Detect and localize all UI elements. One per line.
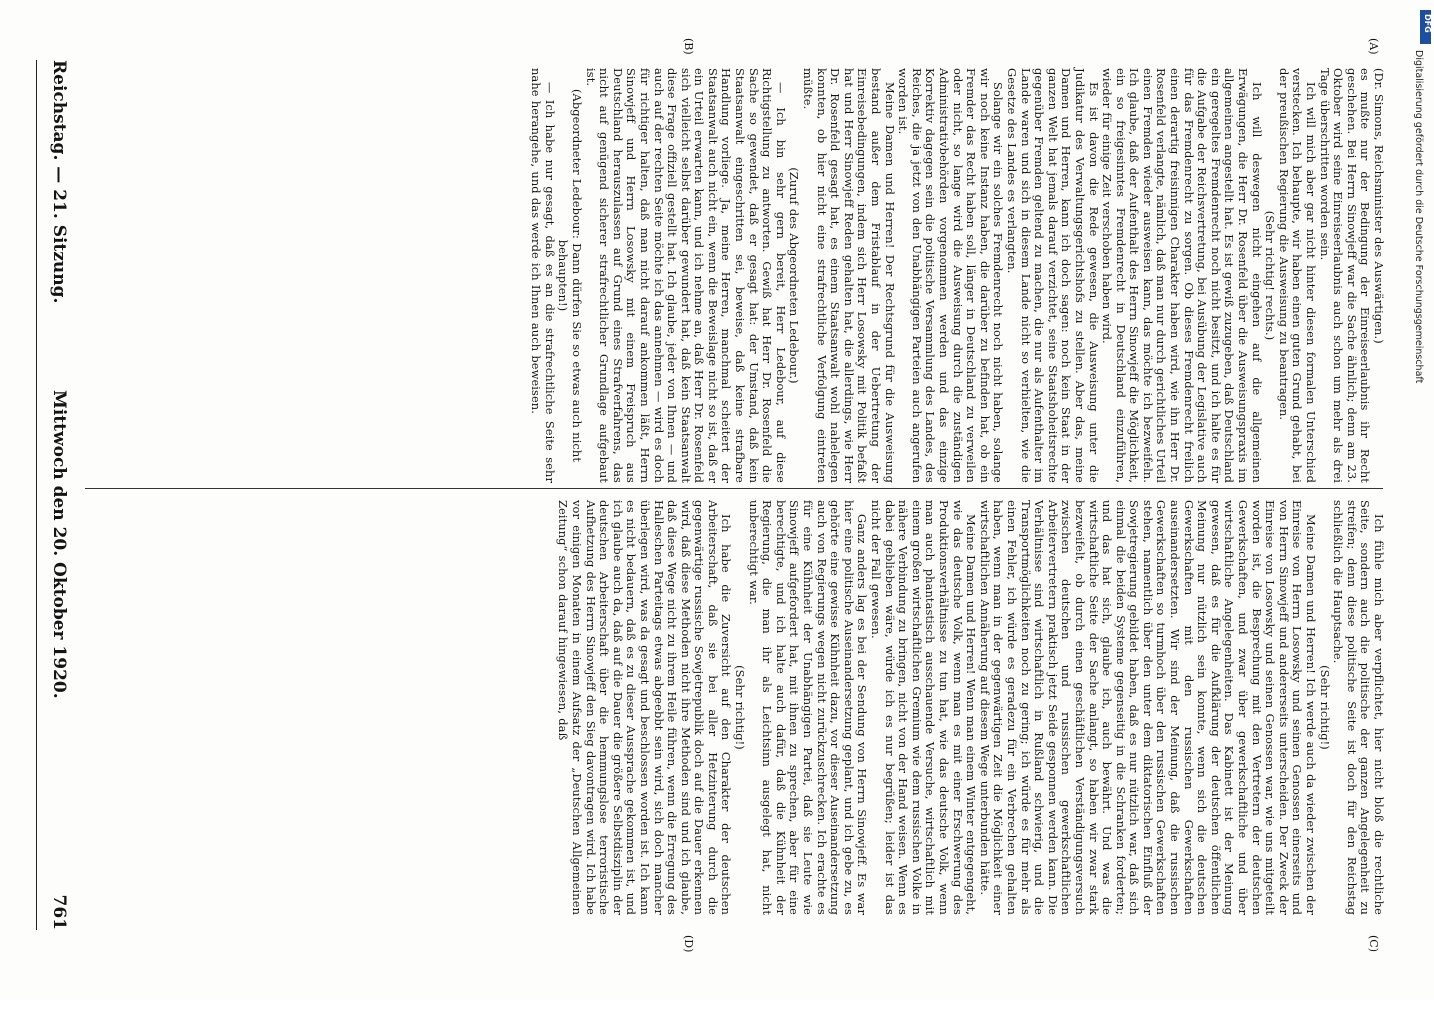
left-column [85,68,1385,483]
interjection: (Sehr richtig!) [1317,665,1332,750]
paragraph: Ich fühle mich aber verpflichtet, hier nicht bloß die rechtliche Seite, sondern auch die politische der ganzen Angelegenheit zu streifen; denn diese politische Seite ist doch für den Reichstag schließlich die Hauptsache. [1331,500,1386,915]
interjection: (Zuruf des Abgeordneten Ledebour.) [787,167,802,384]
paragraph: Meine Damen und Herren! Ich werde auch da wieder zwischen der Einreise von Herrn Losowsky und seinen Genossen einerseits und von Herrn Sinowjeff und andererseits unterscheiden. Der Zweck der Einreise von Losowsky und seinen Genossen war, wie uns mitgeteilt worden ist, die Besprechung mit den Vertretern der deutschen Gewerkschaften, und zwar über gewerkschaftliche und über wirtschaftliche Angelegenheiten. Das Kabinett ist der Meinung gewesen, daß es für die Aufklärung der deutschen öffentlichen Meinung nur nützlich sein konnte, wenn sich die deutschen Gewerkschaften mit den russischen Gewerkschaften auseinandersetzten. Wir sind der Meinung, daß die russischen Gewerkschaften so turmhoch über den russischen Gewerkschaften stehen, namentlich über den unter dem diktatorischen Einfluß der Sowjetregierung gebildet haben, daß es nur nützlich war, daß sich einmal die beiden Systeme gegenseitig in die Schranken forderten; und das hat sich, glaube ich, auch bewährt. Und was die wirtschaftliche Seite der Sache anlangt, so haben wir zwar stark bezweifelt, ob durch einen geschäftlichen Verständigungsversuch zwischen deutschen und russischen gewerkschaftlichen Arbeitervertretern praktisch jetzt Seide gesponnen werden kann. Die Verhältnisse sind wirtschaftlich in Rußland schwierig, und die Transportmöglichkeiten noch zu gering; ich würde es für mehr als einen Fehler, ich würde es geradezu für ein Verbrechen gehalten haben, wenn man in der gegenwärtigen Zeit die Möglichkeit einer wirtschaftlichen Annäherung auf diesem Wege unterbunden hätte. [977,500,1319,915]
paragraph: es mußte nur der Bedingung der Einreiseerlaubnis ihr Recht geschehen. Bei Herrn Sinowjeff war die Sache ähnlich; denn am 23. Oktober wird seine Einreiseerlaubnis auch schon um mehr als drei Tage überschritten worden sein. [1317,68,1373,483]
margin-marker-a: (A) [1367,38,1380,55]
margin-marker-b: (B) [682,38,695,55]
margin-marker-c: (C) [1367,935,1380,952]
interjection: (Sehr richtig! rechts.) [1263,210,1278,341]
digitization-credit: Digitalisierung gefördert durch die Deutsche Forschungsgemeinschaft [1413,50,1424,384]
paragraph: Ich habe die Zuversicht auf den Charakter der deutschen Arbeiterschaft, daß sie bei aller Hetzinterung durch die gegenwärtige russische Sowjetrepublik doch auf die Dauer erkennen wird, daß diese Methoden nicht ihre Methoden sind und ich glaube, daß diese Wege nicht zu ihrem Heile führen, wenn die Erregung des Halleschen Parteitags etwas abgeebbt sein wird, sich doch mancher überlegen wird, was da gesagt und beschlossen worden ist. Ich kann es nicht bedauern, daß es zu dieser Aussprache gekommen ist, und ich glaube auch da, daß auf die Dauer die größere Selbstdisziplin der deutschen Arbeiterschaft über die hemmungslose terroristische Aufhetzung des Herrn Sinowjeff den Sieg davontragen wird. Ich habe vor einigen Monaten in einem Aufsatz der „Deutschen Allgemeinen Zeitung“ schon darauf hingewiesen, daß [556,500,734,915]
paragraph: Ich will deswegen nicht eingehen auf die allgemeinen Erwägungen, die Herr Dr. Rosenfeld über die Ausweisungspraxis im allgemeinen angestellt hat. Es ist gewiß zuzugeben, daß Deutschland ein geregeltes Fremdenrecht noch nicht besitzt, und ich halte es für die Aufgabe der Reichsvertretung, bei Ausübung der Legislative auch für das Fremdenrecht zu sorgen. Ob dieses Fremdenrecht freilich einen derartig freisinnigen Charakter haben wird, wie ihn Herr Dr. Rosenfeld verlangte, nämlich, daß man nur durch gerichtliches Urteil einen Fremden wieder ausweisen kann, das möchte ich bezweifeln. Ich glaube, daß der Aufenthalt des Herrn Sinowjeff die Möglichkeit, ein so freigesinntes Fremdenrecht in Deutschland einzuführen, wieder für einige Zeit verschoben haben wird. [1100,68,1264,483]
interjection: (Abgeordneter Ledebour: Dann dürfen Sie so etwas auch nicht behaupten!) [556,88,584,463]
paragraph: — Ich bin sehr gern bereit, Herr Ledebour, auf diese Richtigstellung zu antworten. Gewiß hat Herr Dr. Rosenfeld die Sache so gewendet, daß er gesagt hat: der Umstand, daß kein Staatsanwalt eingeschritten sei, beweise, daß keine strafbare Handlung vorliege. Ja, meine Herren, manchmal scheitert der Staatsanwalt auch nicht ein, wenn die Beweislage nicht so ist, daß er ein Urteil erwarten kann, und ich nehme an, daß Herr Dr. Rosenfeld sich vielleicht selbst darüber gewundert hat, daß kein Staatsanwalt diese Frage offiziell gestellt hat. Ich glaube, jeder von Ihnen — und auch auf der rechten Seite möchte ich das annehmen — wird es doch für richtiger halten, daß man nicht darauf ankommen läßt, Herrn Sinowjeff und Herrn Losowsky mit einem Freispruch aus Deutschland herauszulassen auf Grund eines Strafverfahrens, das nicht auf genügend sicherer strafrechtlicher Grundlage aufgebaut ist. [583,68,788,483]
right-column [85,500,1385,915]
page-header [36,60,77,930]
dfg-logo-text: DFG [1423,14,1432,33]
paragraph: — Ich habe nur gesagt, daß es an die strafrechtliche Seite sehr nahe herangehe, und das werde ich Ihnen auch beweisen. [529,68,557,483]
paragraph: Es ist davon die Rede gewesen, die Ausweisung unter die Judikatur des Verwaltungsgerichtshofs zu stellen. Aber das, meine Damen und Herren, kann ich doch sagen: noch kein Staat in der ganzen Welt hat jemals darauf verzichtet, seine Staatshoheitsrechte gegenüber Fremden geltend zu machen, die nur als Aufenthalter im Lande waren und sich in diesem Lande nicht so verhielten, wie die Gesetze des Landes es verlangten. [1004,68,1101,483]
interjection: (Sehr richtig!) [733,665,748,750]
paragraph: Meine Damen und Herren! Der Rechtsgrund für die Ausweisung bestand außer dem Fristablauf in der Uebertretung der Einreisebedingungen, indem sich Herr Losowsky mit Politik befaßt hat und Herr Sinowjeff Reden gehalten hat, die allerdings, wie Herr Dr. Rosenfeld gesagt hat, es einem Staatsanwalt wohl nahelegen konnten, ob hier nicht eine strafrechtliche Verfolgung eintreten müßte. [801,68,897,483]
paragraph: Ganz anders lag es bei der Sendung von Herrn Sinowjeff. Es war hier eine politische Auseinandersetzung geplant, und ich gebe zu, es gehörte eine gewisse Kühnheit dazu, vor dieser Auseinandersetzung auch von Regierungs wegen nicht zurückzuschrecken. Ich erachte es für eine Kühnheit der Unabhängigen Partei, daß sie Leute wie Sinowjeff aufgefordert hat, mit ihnen zu sprechen, aber für eine berechtigte, und ich halte auch dafür, daß die Kühnheit der Regierung, die man ihr als Leichtsinn ausgelegt hat, nicht unberechtigt war. [746,500,870,915]
column-divider [85,488,1383,489]
paragraph: Solange wir ein solches Fremdenrecht noch nicht haben, solange wir noch keine Instanz haben, die darüber zu befinden hat, ob ein Fremder das Recht haben soll, länger in Deutschland zu verweilen oder nicht, so lange wird die Ausweisung durch die zuständigen Administrativbehörden vorgenommen werden und das einzige Korrektiv dagegen sein die politische Versammlung des Landes, des Reiches, die ja jetzt von den Unabhängigen Parteien auch angerufen worden ist. [896,68,1006,483]
header-left: Reichstag. — 21. Sitzung. [49,60,69,304]
header-date: Mittwoch den 20. Oktober 1920. [49,390,69,699]
margin-marker-d: (D) [682,935,695,953]
speaker-line: (Dr. Simons, Reichsminister des Auswärtigen.) [1372,68,1386,344]
dfg-logo [1420,10,1431,44]
page-number: 761 [49,894,69,930]
rotated-newspaper-page [15,30,1395,970]
paragraph: Meine Damen und Herren! Wenn man einem Winter entgegengeht, wie das deutsche Volk, wenn man es mit einer Erschwerung des Produktionsverhältnisse zu tun hat, wie das deutsche Volk, wenn man auch phantastisch ausschauende Versuche, wirtschaftlich mit einem großen wirtschaftlichen Gremium wie dem russischen Volke in nähere Verbindung zu bringen, nicht von der Hand weisen. Wenn es dabei geblieben wäre, würde ich es nur begrüßen; leider ist das nicht der Fall gewesen. [869,500,979,915]
paragraph: Ich will mich aber gar nicht hinter diesen formalen Unterschied verstecken. Ich behaupte, wir haben einen guten Grund gehabt, bei der preußischen Regierung die Ausweisung zu beantragen. [1276,68,1319,483]
